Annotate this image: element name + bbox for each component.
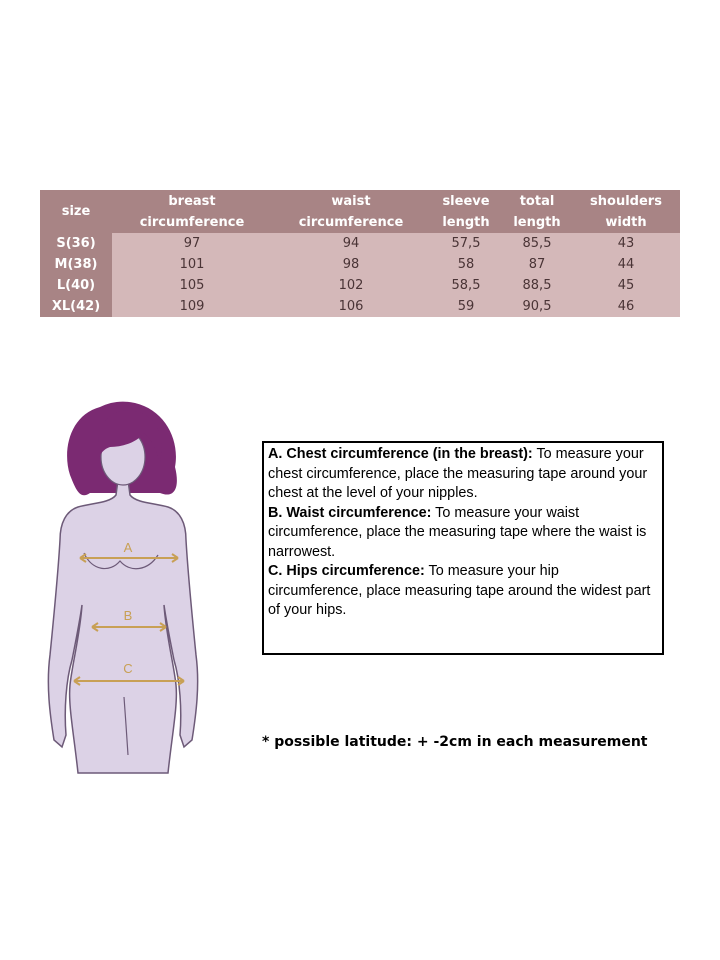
header-waist: waist circumference: [272, 190, 430, 233]
instruction-a-title: A. Chest circumference (in the breast):: [268, 446, 533, 462]
instruction-c-text: To measure your hip: [424, 563, 559, 579]
size-cell: XL(42): [40, 296, 112, 317]
body-figure-illustration: [40, 395, 230, 780]
instruction-c-text: circumference, place measuring tape around the widest part: [268, 582, 651, 599]
instruction-b-text: To measure your waist: [431, 504, 580, 521]
size-chart-table: [40, 190, 680, 317]
total-cell: 90,5: [502, 296, 572, 317]
instruction-b-title: B. Waist circumference:: [268, 504, 432, 521]
header-size: size: [40, 190, 112, 233]
size-cell: L(40): [40, 275, 112, 296]
total-cell: 85,5: [502, 233, 572, 254]
sleeve-cell: 59: [430, 296, 502, 317]
shoulders-cell: 43: [572, 233, 680, 254]
breast-cell: 105: [112, 275, 272, 296]
label-c: C: [123, 661, 133, 676]
header-breast: breast circumference: [112, 190, 272, 233]
waist-cell: 102: [272, 275, 430, 296]
shoulders-cell: 45: [572, 275, 680, 296]
table-row: [40, 275, 680, 296]
table-row: [40, 296, 680, 317]
instruction-b-text: circumference, place the measuring tape where the waist is: [268, 524, 647, 540]
breast-cell: 97: [112, 233, 272, 254]
breast-cell: 101: [112, 254, 272, 275]
instruction-c-title: C. Hips circumference:: [268, 563, 425, 579]
table-row: [40, 254, 680, 275]
header-total: total length: [502, 190, 572, 233]
sleeve-cell: 58,5: [430, 275, 502, 296]
sleeve-cell: 57,5: [430, 233, 502, 254]
total-cell: 87: [502, 254, 572, 275]
shoulders-cell: 46: [572, 296, 680, 317]
table-header-row: [40, 190, 680, 233]
waist-cell: 98: [272, 254, 430, 275]
table-row: [40, 233, 680, 254]
sleeve-cell: 58: [430, 254, 502, 275]
size-cell: S(36): [40, 233, 112, 254]
total-cell: 88,5: [502, 275, 572, 296]
instruction-a-text: chest at the level of your nipples.: [268, 485, 478, 501]
instruction-c-text: of your hips.: [268, 602, 347, 618]
header-sleeve: sleeve length: [430, 190, 502, 233]
label-a: A: [123, 540, 133, 555]
instruction-a-text: chest circumference, place the measuring tape around your: [268, 465, 648, 482]
instruction-b-text: narrowest.: [268, 543, 336, 560]
instruction-c: [268, 562, 658, 621]
waist-cell: 94: [272, 233, 430, 254]
label-b: B: [123, 608, 133, 623]
measurement-instructions-box: [262, 441, 664, 655]
breast-cell: 109: [112, 296, 272, 317]
waist-cell: 106: [272, 296, 430, 317]
header-shoulders: shoulders width: [572, 190, 680, 233]
instruction-b: [268, 504, 658, 563]
instruction-a: [268, 445, 658, 504]
latitude-note: * possible latitude: + -2cm in each measurement: [262, 734, 648, 750]
size-cell: M(38): [40, 254, 112, 275]
instruction-a-text: To measure your: [532, 446, 644, 462]
shoulders-cell: 44: [572, 254, 680, 275]
